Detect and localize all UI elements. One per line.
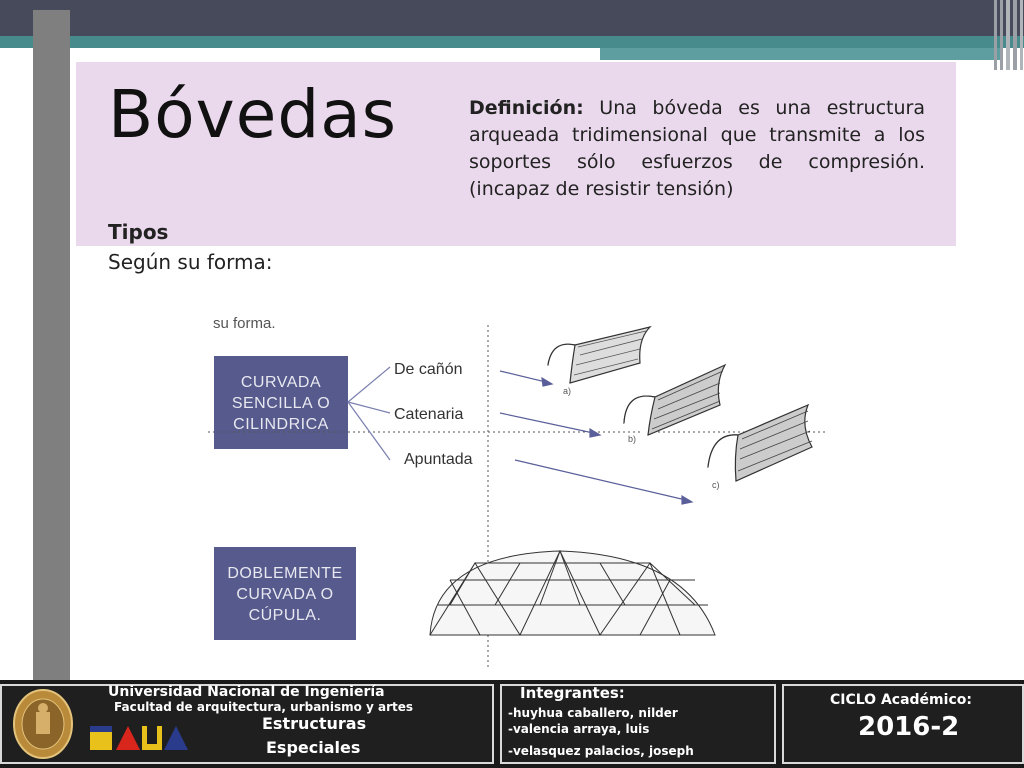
box2-line: CÚPULA. <box>248 607 322 624</box>
left-grey-band <box>33 10 70 680</box>
barrel-vault-drawing <box>548 327 650 383</box>
pointed-vault-label: Apuntada <box>404 451 473 468</box>
slide-title: Bóvedas <box>108 76 398 153</box>
pointed-vault-drawing <box>708 405 812 481</box>
course-line-1: Estructuras <box>262 714 367 733</box>
box2-line: DOBLEMENTE <box>227 565 343 582</box>
logo-text: FAUA <box>139 742 142 743</box>
catenary-vault-label: Catenaria <box>394 406 464 423</box>
box2-line: CURVADA O <box>236 586 334 603</box>
diagram-drawing <box>180 305 840 675</box>
top-decoration-bar <box>0 0 1024 36</box>
sub-label-b: b) <box>628 434 637 444</box>
teal-decoration-accent <box>600 48 1000 60</box>
university-seal-icon <box>12 688 74 760</box>
box1-line: CILINDRICA <box>233 416 329 433</box>
cycle-label: CICLO Académico: <box>830 692 972 708</box>
box1-line: CURVADA <box>240 374 322 391</box>
university-name: Universidad Nacional de Ingeniería <box>108 684 385 700</box>
by-shape-subheading: Según su forma: <box>108 250 273 274</box>
vault-types-diagram <box>180 305 840 675</box>
dome-drawing <box>430 551 715 635</box>
sub-label-a: a) <box>563 386 572 396</box>
faua-logo-icon <box>90 722 190 752</box>
faculty-name: Facultad de arquitectura, urbanismo y artes <box>114 700 414 714</box>
diagram-caption: su forma. <box>213 315 276 332</box>
sub-label-c: c) <box>712 480 720 490</box>
member-item: -huyhua caballero, nilder <box>508 706 678 720</box>
right-stripes-decoration <box>992 0 1024 70</box>
definition-label: Definición: <box>469 97 584 119</box>
member-item: -valencia arraya, luis <box>508 722 650 736</box>
definition-body: Una bóveda es una estructura arqueada tridimensional que transmite a los soportes sólo esfuerzos de compresión. (incapaz de resistir tensión) <box>469 97 925 200</box>
box1-line: SENCILLA O <box>231 395 331 412</box>
member-item: -velasquez palacios, joseph <box>508 744 694 758</box>
types-heading: Tipos <box>108 220 169 244</box>
definition-text <box>469 95 925 203</box>
members-heading: Integrantes: <box>520 684 625 702</box>
catenary-vault-drawing <box>624 365 725 435</box>
cycle-value: 2016-2 <box>858 712 960 742</box>
teal-decoration-bar <box>0 36 1024 48</box>
barrel-vault-label: De cañón <box>394 361 463 378</box>
course-line-2: Especiales <box>266 738 361 757</box>
